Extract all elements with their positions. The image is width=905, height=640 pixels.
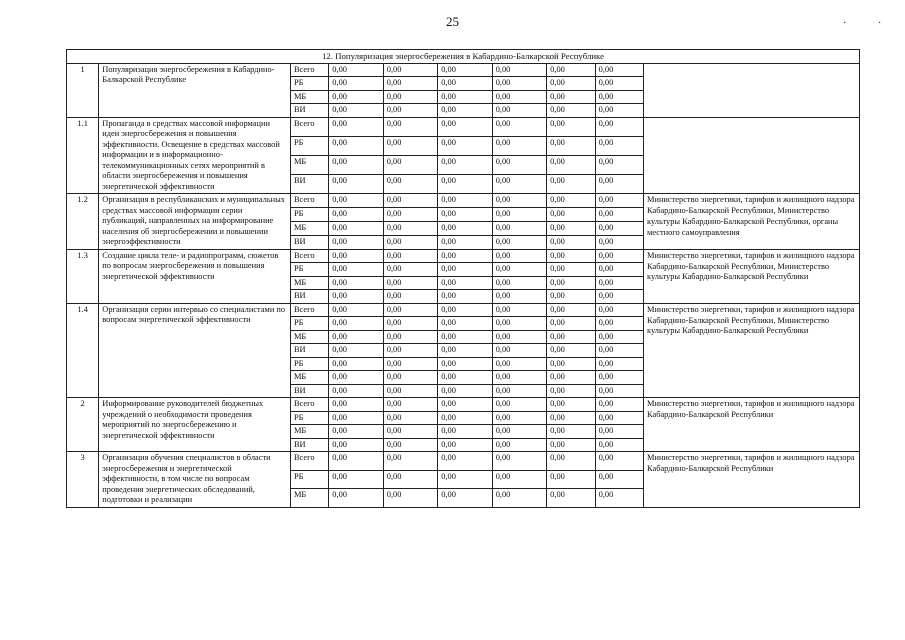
amount-cell: 0,00: [492, 175, 546, 194]
table-row: [67, 194, 860, 208]
table-row: [67, 117, 860, 136]
amount-cell: 0,00: [595, 344, 643, 358]
amount-cell: 0,00: [492, 398, 546, 412]
funding-source: Всего: [290, 63, 328, 77]
amount-cell: 0,00: [492, 276, 546, 290]
amount-cell: 0,00: [492, 438, 546, 452]
amount-cell: 0,00: [383, 77, 437, 91]
amount-cell: 0,00: [492, 317, 546, 331]
row-number: 1.1: [67, 117, 99, 194]
amount-cell: 0,00: [438, 489, 492, 508]
amount-cell: 0,00: [492, 489, 546, 508]
amount-cell: 0,00: [383, 384, 437, 398]
amount-cell: 0,00: [547, 330, 595, 344]
funding-source: ВИ: [290, 384, 328, 398]
amount-cell: 0,00: [383, 208, 437, 222]
amount-cell: 0,00: [595, 384, 643, 398]
amount-cell: 0,00: [329, 438, 383, 452]
amount-cell: 0,00: [595, 317, 643, 331]
amount-cell: 0,00: [492, 137, 546, 156]
amount-cell: 0,00: [438, 263, 492, 277]
amount-cell: 0,00: [595, 371, 643, 385]
amount-cell: 0,00: [595, 249, 643, 263]
amount-cell: 0,00: [547, 249, 595, 263]
row-number: 1.3: [67, 249, 99, 303]
amount-cell: 0,00: [329, 317, 383, 331]
amount-cell: 0,00: [547, 411, 595, 425]
amount-cell: 0,00: [383, 137, 437, 156]
amount-cell: 0,00: [329, 175, 383, 194]
amount-cell: 0,00: [492, 371, 546, 385]
amount-cell: 0,00: [438, 156, 492, 175]
amount-cell: 0,00: [329, 398, 383, 412]
amount-cell: 0,00: [492, 208, 546, 222]
table-row: [67, 398, 860, 412]
amount-cell: 0,00: [492, 63, 546, 77]
amount-cell: 0,00: [595, 303, 643, 317]
amount-cell: 0,00: [438, 384, 492, 398]
amount-cell: 0,00: [438, 330, 492, 344]
amount-cell: 0,00: [595, 208, 643, 222]
amount-cell: 0,00: [383, 303, 437, 317]
funding-source: МБ: [290, 156, 328, 175]
amount-cell: 0,00: [547, 104, 595, 118]
amount-cell: 0,00: [595, 194, 643, 208]
funding-source: МБ: [290, 489, 328, 508]
amount-cell: 0,00: [492, 77, 546, 91]
row-number: 1: [67, 63, 99, 117]
activity-name: Пропаганда в средствах массовой информации идеи энергосбережения и повышения эффективности. Освещение в средствах массовой информации и в информационно-телекоммуникационных сетях мероприятий в области энергосбережения и повышения энергетической эффективности: [99, 117, 291, 194]
amount-cell: 0,00: [329, 90, 383, 104]
amount-cell: 0,00: [547, 222, 595, 236]
executor: [644, 63, 860, 117]
amount-cell: 0,00: [438, 117, 492, 136]
amount-cell: 0,00: [438, 90, 492, 104]
amount-cell: 0,00: [438, 371, 492, 385]
amount-cell: 0,00: [438, 317, 492, 331]
amount-cell: 0,00: [547, 344, 595, 358]
amount-cell: 0,00: [492, 194, 546, 208]
funding-source: ВИ: [290, 175, 328, 194]
funding-source: МБ: [290, 330, 328, 344]
funding-source: РБ: [290, 317, 328, 331]
amount-cell: 0,00: [595, 357, 643, 371]
amount-cell: 0,00: [547, 384, 595, 398]
activity-name: Организация обучения специалистов в области энергосбережения и энергетической эффективности, в том числе по вопросам проведения энергетических обследований, подготовки и реализации: [99, 452, 291, 508]
executor: Министерство энергетики, тарифов и жилищного надзора Кабардино-Балкарской Республики, Министерство культуры Кабардино-Балкарской Республики, органы местного самоуправления: [644, 194, 860, 250]
executor: Министерство энергетики, тарифов и жилищного надзора Кабардино-Балкарской Республики, Министерство культуры Кабардино-Балкарской Республики: [644, 249, 860, 303]
amount-cell: 0,00: [438, 175, 492, 194]
amount-cell: 0,00: [329, 357, 383, 371]
amount-cell: 0,00: [438, 411, 492, 425]
amount-cell: 0,00: [438, 425, 492, 439]
amount-cell: 0,00: [492, 90, 546, 104]
amount-cell: 0,00: [329, 137, 383, 156]
amount-cell: 0,00: [329, 330, 383, 344]
amount-cell: 0,00: [329, 77, 383, 91]
amount-cell: 0,00: [547, 470, 595, 489]
amount-cell: 0,00: [492, 411, 546, 425]
funding-source: МБ: [290, 90, 328, 104]
amount-cell: 0,00: [595, 290, 643, 304]
amount-cell: 0,00: [595, 263, 643, 277]
amount-cell: 0,00: [595, 63, 643, 77]
amount-cell: 0,00: [329, 263, 383, 277]
amount-cell: 0,00: [329, 104, 383, 118]
amount-cell: 0,00: [383, 194, 437, 208]
amount-cell: 0,00: [438, 290, 492, 304]
amount-cell: 0,00: [329, 63, 383, 77]
amount-cell: 0,00: [492, 425, 546, 439]
amount-cell: 0,00: [595, 90, 643, 104]
executor: Министерство энергетики, тарифов и жилищного надзора Кабардино-Балкарской Республики: [644, 398, 860, 452]
amount-cell: 0,00: [438, 438, 492, 452]
amount-cell: 0,00: [383, 357, 437, 371]
executor: [644, 117, 860, 194]
amount-cell: 0,00: [383, 470, 437, 489]
amount-cell: 0,00: [595, 236, 643, 250]
amount-cell: 0,00: [492, 290, 546, 304]
amount-cell: 0,00: [383, 90, 437, 104]
amount-cell: 0,00: [383, 411, 437, 425]
amount-cell: 0,00: [595, 398, 643, 412]
amount-cell: 0,00: [547, 290, 595, 304]
amount-cell: 0,00: [383, 63, 437, 77]
amount-cell: 0,00: [438, 357, 492, 371]
amount-cell: 0,00: [329, 156, 383, 175]
amount-cell: 0,00: [547, 137, 595, 156]
amount-cell: 0,00: [492, 156, 546, 175]
amount-cell: 0,00: [492, 117, 546, 136]
funding-source: МБ: [290, 425, 328, 439]
amount-cell: 0,00: [329, 208, 383, 222]
amount-cell: 0,00: [329, 371, 383, 385]
amount-cell: 0,00: [383, 156, 437, 175]
amount-cell: 0,00: [438, 470, 492, 489]
amount-cell: 0,00: [383, 489, 437, 508]
funding-source: РБ: [290, 411, 328, 425]
amount-cell: 0,00: [383, 398, 437, 412]
amount-cell: 0,00: [383, 290, 437, 304]
amount-cell: 0,00: [547, 63, 595, 77]
amount-cell: 0,00: [547, 398, 595, 412]
amount-cell: 0,00: [595, 156, 643, 175]
amount-cell: 0,00: [383, 317, 437, 331]
executor: Министерство энергетики, тарифов и жилищного надзора Кабардино-Балкарской Республики, Министерство культуры Кабардино-Балкарской Республики: [644, 303, 860, 398]
amount-cell: 0,00: [547, 303, 595, 317]
amount-cell: 0,00: [383, 425, 437, 439]
amount-cell: 0,00: [438, 137, 492, 156]
amount-cell: 0,00: [383, 371, 437, 385]
funding-source: РБ: [290, 263, 328, 277]
amount-cell: 0,00: [595, 438, 643, 452]
row-number: 3: [67, 452, 99, 508]
amount-cell: 0,00: [492, 344, 546, 358]
executor: Министерство энергетики, тарифов и жилищного надзора Кабардино-Балкарской Республики: [644, 452, 860, 508]
amount-cell: 0,00: [547, 208, 595, 222]
amount-cell: 0,00: [595, 137, 643, 156]
amount-cell: 0,00: [329, 236, 383, 250]
amount-cell: 0,00: [329, 222, 383, 236]
amount-cell: 0,00: [438, 222, 492, 236]
table-row: [67, 63, 860, 77]
amount-cell: 0,00: [329, 470, 383, 489]
amount-cell: 0,00: [383, 263, 437, 277]
amount-cell: 0,00: [547, 317, 595, 331]
amount-cell: 0,00: [438, 104, 492, 118]
amount-cell: 0,00: [329, 452, 383, 471]
amount-cell: 0,00: [547, 194, 595, 208]
amount-cell: 0,00: [329, 276, 383, 290]
amount-cell: 0,00: [383, 330, 437, 344]
funding-source: Всего: [290, 398, 328, 412]
amount-cell: 0,00: [595, 117, 643, 136]
amount-cell: 0,00: [438, 398, 492, 412]
scan-speck: ·: [878, 18, 882, 29]
funding-source: ВИ: [290, 236, 328, 250]
amount-cell: 0,00: [492, 330, 546, 344]
amount-cell: 0,00: [547, 276, 595, 290]
amount-cell: 0,00: [547, 236, 595, 250]
row-number: 1.4: [67, 303, 99, 398]
program-table: [66, 49, 860, 508]
amount-cell: 0,00: [383, 452, 437, 471]
amount-cell: 0,00: [438, 194, 492, 208]
amount-cell: 0,00: [383, 438, 437, 452]
amount-cell: 0,00: [329, 117, 383, 136]
amount-cell: 0,00: [329, 411, 383, 425]
funding-source: РБ: [290, 77, 328, 91]
funding-source: Всего: [290, 117, 328, 136]
amount-cell: 0,00: [329, 384, 383, 398]
amount-cell: 0,00: [438, 208, 492, 222]
amount-cell: 0,00: [547, 90, 595, 104]
activity-name: Организация в республиканских и муниципальных средствах массовой информации серии публикаций, направленных на информирование населения об энергосбережении и повышении энергоэффективности: [99, 194, 291, 250]
amount-cell: 0,00: [547, 117, 595, 136]
funding-source: МБ: [290, 371, 328, 385]
amount-cell: 0,00: [438, 276, 492, 290]
amount-cell: 0,00: [438, 452, 492, 471]
funding-source: ВИ: [290, 344, 328, 358]
amount-cell: 0,00: [547, 77, 595, 91]
activity-name: Создание цикла теле- и радиопрограмм, сюжетов по вопросам энергосбережения и повышения энергетической эффективности: [99, 249, 291, 303]
amount-cell: 0,00: [595, 470, 643, 489]
funding-source: РБ: [290, 137, 328, 156]
funding-source: РБ: [290, 357, 328, 371]
amount-cell: 0,00: [438, 77, 492, 91]
amount-cell: 0,00: [547, 489, 595, 508]
amount-cell: 0,00: [547, 438, 595, 452]
amount-cell: 0,00: [547, 156, 595, 175]
amount-cell: 0,00: [383, 117, 437, 136]
amount-cell: 0,00: [492, 236, 546, 250]
activity-name: Информирование руководителей бюджетных учреждений о необходимости проведения мероприятий по энергосбережению и энергетической эффективности: [99, 398, 291, 452]
amount-cell: 0,00: [595, 425, 643, 439]
table-row: [67, 303, 860, 317]
amount-cell: 0,00: [329, 290, 383, 304]
amount-cell: 0,00: [492, 470, 546, 489]
amount-cell: 0,00: [383, 104, 437, 118]
amount-cell: 0,00: [595, 77, 643, 91]
amount-cell: 0,00: [383, 249, 437, 263]
amount-cell: 0,00: [492, 303, 546, 317]
amount-cell: 0,00: [547, 371, 595, 385]
amount-cell: 0,00: [595, 276, 643, 290]
funding-source: Всего: [290, 194, 328, 208]
page-number: 25: [446, 14, 459, 29]
amount-cell: 0,00: [438, 236, 492, 250]
amount-cell: 0,00: [492, 452, 546, 471]
amount-cell: 0,00: [595, 222, 643, 236]
amount-cell: 0,00: [438, 303, 492, 317]
funding-source: Всего: [290, 249, 328, 263]
amount-cell: 0,00: [329, 194, 383, 208]
amount-cell: 0,00: [547, 357, 595, 371]
amount-cell: 0,00: [595, 104, 643, 118]
activity-name: Организация серии интервью со специалистами по вопросам энергетической эффективности: [99, 303, 291, 398]
funding-source: ВИ: [290, 438, 328, 452]
row-number: 1.2: [67, 194, 99, 250]
funding-source: МБ: [290, 276, 328, 290]
funding-source: ВИ: [290, 290, 328, 304]
amount-cell: 0,00: [383, 222, 437, 236]
funding-source: Всего: [290, 303, 328, 317]
amount-cell: 0,00: [438, 249, 492, 263]
table-row: [67, 452, 860, 471]
amount-cell: 0,00: [595, 411, 643, 425]
section-title: 12. Популяризация энергосбережения в Кабардино-Балкарской Республике: [67, 50, 860, 64]
amount-cell: 0,00: [383, 344, 437, 358]
amount-cell: 0,00: [547, 263, 595, 277]
row-number: 2: [67, 398, 99, 452]
amount-cell: 0,00: [595, 489, 643, 508]
amount-cell: 0,00: [329, 249, 383, 263]
amount-cell: 0,00: [492, 263, 546, 277]
funding-source: Всего: [290, 452, 328, 471]
amount-cell: 0,00: [595, 330, 643, 344]
amount-cell: 0,00: [383, 175, 437, 194]
amount-cell: 0,00: [383, 236, 437, 250]
section-header-row: [67, 50, 860, 64]
funding-source: РБ: [290, 470, 328, 489]
funding-source: ВИ: [290, 104, 328, 118]
amount-cell: 0,00: [492, 222, 546, 236]
activity-name: Популяризация энергосбережения в Кабардино-Балкарской Республике: [99, 63, 291, 117]
amount-cell: 0,00: [492, 249, 546, 263]
amount-cell: 0,00: [383, 276, 437, 290]
scan-speck: ·: [843, 18, 847, 29]
funding-source: МБ: [290, 222, 328, 236]
amount-cell: 0,00: [329, 303, 383, 317]
amount-cell: 0,00: [492, 104, 546, 118]
table-row: [67, 249, 860, 263]
amount-cell: 0,00: [438, 63, 492, 77]
amount-cell: 0,00: [547, 175, 595, 194]
amount-cell: 0,00: [492, 357, 546, 371]
amount-cell: 0,00: [329, 344, 383, 358]
amount-cell: 0,00: [595, 452, 643, 471]
funding-source: РБ: [290, 208, 328, 222]
amount-cell: 0,00: [595, 175, 643, 194]
amount-cell: 0,00: [438, 344, 492, 358]
amount-cell: 0,00: [547, 452, 595, 471]
amount-cell: 0,00: [329, 425, 383, 439]
amount-cell: 0,00: [329, 489, 383, 508]
amount-cell: 0,00: [492, 384, 546, 398]
amount-cell: 0,00: [547, 425, 595, 439]
